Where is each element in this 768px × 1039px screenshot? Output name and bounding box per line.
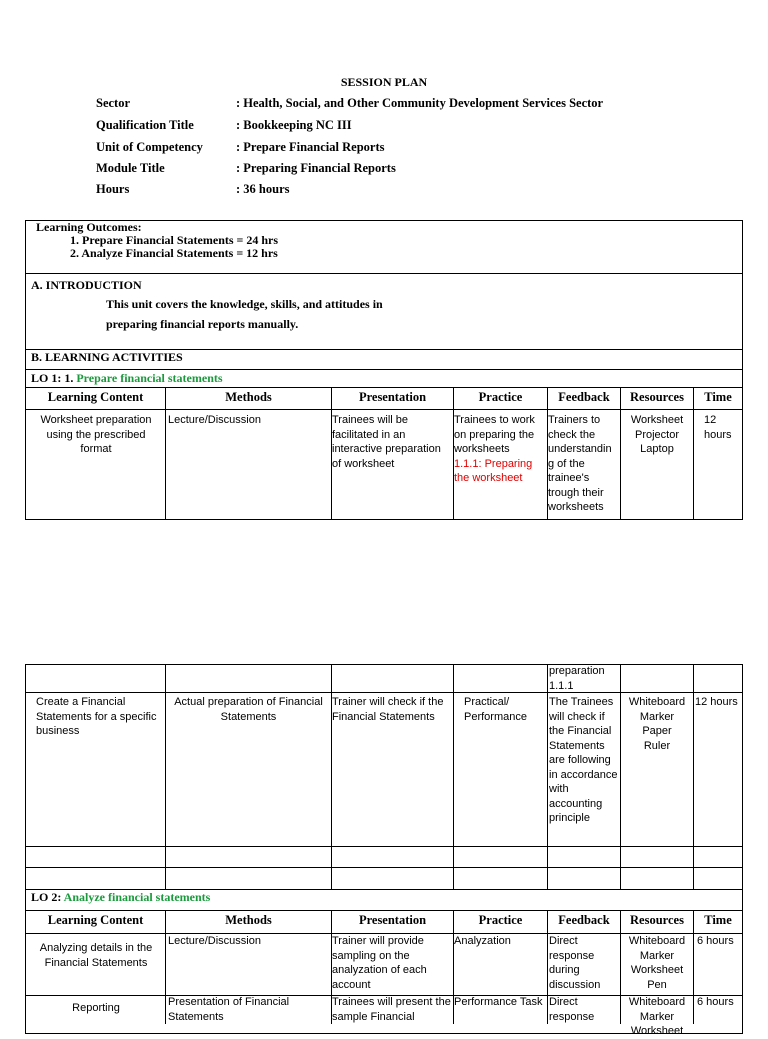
cell-methods: Actual preparation of Financial Statements bbox=[174, 696, 323, 723]
resource-item: Whiteboard bbox=[628, 696, 686, 708]
header-label: Unit of Competency bbox=[96, 140, 203, 154]
resource-item: Paper bbox=[642, 725, 672, 737]
practice-text: Trainees to work on preparing the worksheets bbox=[454, 414, 535, 455]
column-header: Practice bbox=[478, 390, 523, 404]
lo1-prefix: LO 1: 1. bbox=[31, 371, 77, 385]
cell-practice bbox=[454, 413, 546, 486]
cell-learning-content: Create a Financial Statements for a specific business bbox=[36, 696, 157, 737]
cell-learning-content: Worksheet preparation using the prescribed format bbox=[40, 414, 152, 455]
cell-learning-content: Analyzing details in the Financial Statements bbox=[39, 942, 153, 969]
resource-item: Laptop bbox=[640, 443, 674, 455]
column-header: Presentation bbox=[358, 913, 427, 927]
introduction-text: This unit covers the knowledge, skills, and attitudes in bbox=[106, 297, 383, 311]
column-header: Time bbox=[704, 390, 732, 404]
resource-item: Whiteboard bbox=[628, 935, 686, 947]
column-header: Resources bbox=[630, 390, 684, 404]
learning-outcomes-heading: Learning Outcomes: bbox=[36, 220, 142, 234]
cell-presentation: Trainer will check if the Financial Statements bbox=[332, 696, 444, 723]
cell-methods: Lecture/Discussion bbox=[168, 414, 261, 426]
learning-activities-heading: B. LEARNING ACTIVITIES bbox=[31, 350, 183, 364]
cell-practice: Practical/ Performance bbox=[464, 696, 527, 723]
column-header: Practice bbox=[478, 913, 523, 927]
practice-activity-link: 1.1.1: Preparing the worksheet bbox=[454, 457, 533, 484]
header-row-module bbox=[96, 161, 396, 176]
cell-methods: Presentation of Financial Statements bbox=[168, 996, 290, 1023]
introduction-heading: A. INTRODUCTION bbox=[31, 278, 142, 292]
cell-resources bbox=[621, 695, 693, 753]
column-header: Resources bbox=[630, 913, 684, 927]
resource-item: Marker bbox=[639, 1010, 675, 1023]
cell-time: 12 hours bbox=[695, 696, 738, 708]
cell-feedback: Direct response during discussion bbox=[549, 935, 601, 991]
column-header: Methods bbox=[225, 390, 272, 404]
header-value: : Preparing Financial Reports bbox=[236, 161, 396, 175]
resource-item: Marker bbox=[639, 949, 675, 962]
header-label: Qualification Title bbox=[96, 118, 194, 132]
resource-item: Pen bbox=[647, 978, 667, 991]
column-header: Methods bbox=[225, 913, 272, 927]
cell-feedback: Direct response bbox=[549, 996, 595, 1023]
header-value: : Prepare Financial Reports bbox=[236, 140, 385, 154]
cell-resources bbox=[621, 995, 693, 1039]
learning-outcome-item: 1. Prepare Financial Statements = 24 hrs bbox=[70, 233, 279, 247]
cell-time: 6 hours bbox=[697, 935, 734, 947]
learning-outcome-item: 2. Analyze Financial Statements = 12 hrs bbox=[70, 246, 278, 260]
column-header: Feedback bbox=[558, 390, 610, 404]
resource-item: Worksheet bbox=[630, 964, 684, 976]
resource-item: Projector bbox=[634, 428, 680, 441]
cell-presentation: Trainees will present the sample Financial bbox=[332, 996, 451, 1023]
cell-feedback: Trainers to check the understandin g of the trainee's trough their worksheets bbox=[548, 414, 612, 513]
header-value: : Health, Social, and Other Community Development Services Sector bbox=[236, 96, 604, 110]
resource-item: Worksheet bbox=[630, 414, 684, 426]
header-value: : 36 hours bbox=[236, 182, 290, 196]
header-label: Module Title bbox=[96, 161, 165, 175]
header-row-unit bbox=[96, 140, 384, 155]
lo2-prefix: LO 2: bbox=[31, 890, 64, 904]
cell-practice: Analyzation bbox=[454, 935, 511, 947]
resource-item: Whiteboard bbox=[628, 996, 686, 1008]
introduction-text: preparing financial reports manually. bbox=[106, 317, 299, 331]
header-row-sector bbox=[96, 96, 603, 111]
resource-item: Marker bbox=[639, 710, 675, 723]
lo2-title: Analyze financial statements bbox=[63, 890, 211, 904]
cell-practice: Performance Task bbox=[454, 996, 543, 1008]
cell-presentation: Trainees will be facilitated in an interactive preparation of worksheet bbox=[332, 414, 441, 470]
cell-resources bbox=[621, 934, 693, 992]
lo1-heading bbox=[31, 371, 223, 386]
cell-resources bbox=[621, 413, 693, 457]
column-header: Presentation bbox=[358, 390, 427, 404]
column-header: Feedback bbox=[558, 913, 610, 927]
cell-presentation: Trainer will provide sampling on the analyzation of each account bbox=[332, 935, 427, 991]
resource-item: Ruler bbox=[643, 739, 671, 752]
document-title: SESSION PLAN bbox=[340, 75, 428, 89]
resource-item: Worksheet bbox=[630, 1025, 684, 1037]
header-label: Sector bbox=[96, 96, 131, 110]
column-header: Learning Content bbox=[47, 913, 144, 927]
header-value: : Bookkeeping NC III bbox=[236, 118, 352, 132]
cell-time: 6 hours bbox=[697, 996, 734, 1008]
column-header: Time bbox=[704, 913, 732, 927]
lo2-heading bbox=[31, 890, 210, 905]
lo1-title: Prepare financial statements bbox=[76, 371, 223, 385]
header-label: Hours bbox=[96, 182, 130, 196]
cell-methods: Lecture/Discussion bbox=[168, 935, 261, 947]
header-row-hours bbox=[96, 182, 289, 197]
cell-learning-content: Reporting bbox=[72, 1002, 120, 1014]
session-table-page1 bbox=[25, 220, 743, 520]
cell-time: 12 hours bbox=[704, 414, 732, 441]
header-row-qualification bbox=[96, 118, 352, 133]
cell-feedback: The Trainees will check if the Financial Statements are following in accordance with accounting principle bbox=[549, 696, 618, 824]
column-header: Learning Content bbox=[47, 390, 144, 404]
cell-feedback-continued: preparation 1.1.1 bbox=[549, 665, 605, 692]
